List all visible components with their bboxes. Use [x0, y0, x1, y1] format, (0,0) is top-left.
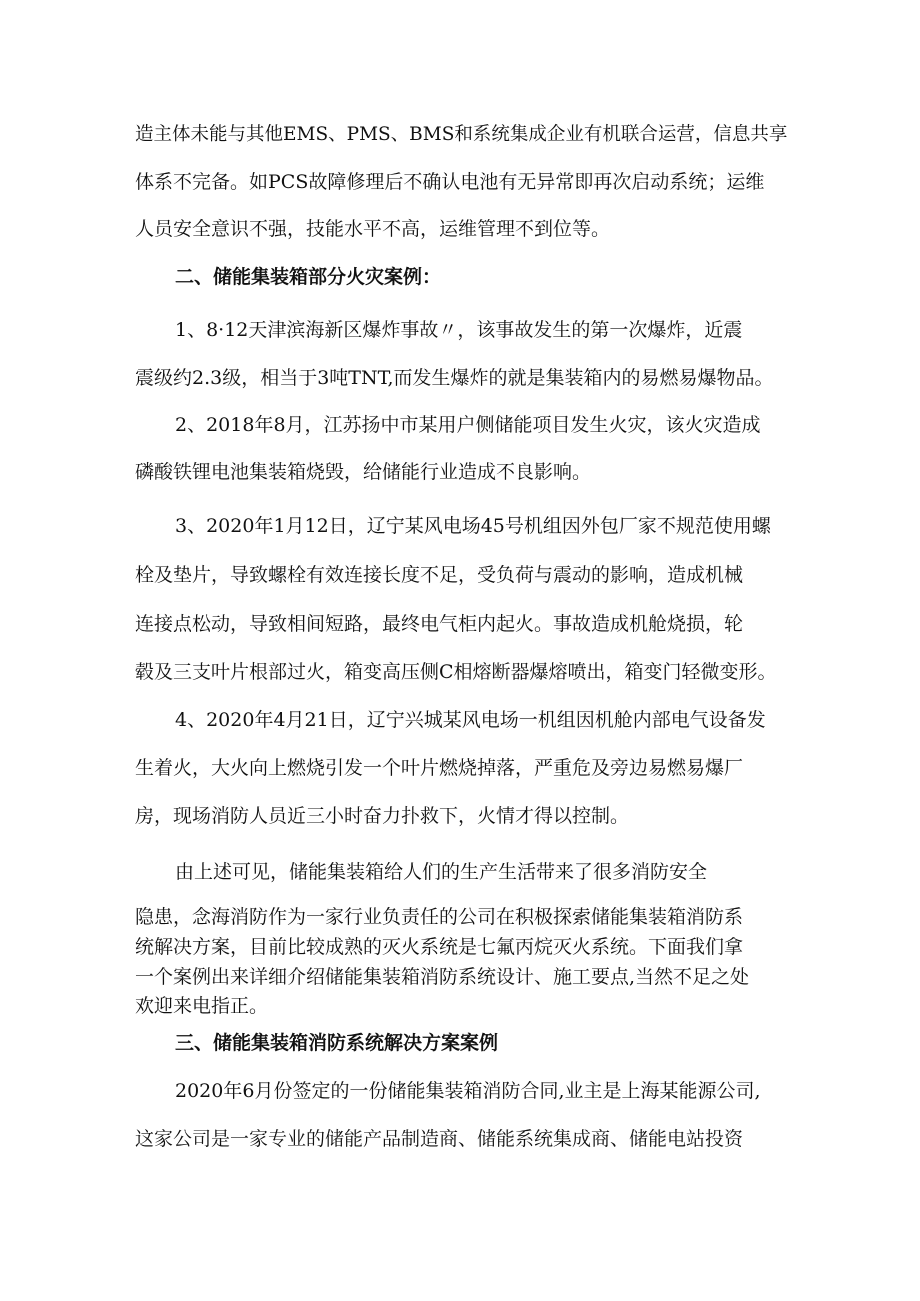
text-line: 毂及三支叶片根部过火，箱变高压侧C相熔断器爆熔喷出，箱变门轻微变形。	[135, 661, 777, 683]
text-line: 震级约2.3级，相当于3吨TNT,而发生爆炸的就是集装箱内的易燃易爆物品。	[135, 367, 774, 389]
text-line: 欢迎来电指正。	[135, 995, 269, 1017]
text-line: 隐患，念海消防作为一家行业负责任的公司在积极探索储能集装箱消防系	[135, 906, 744, 928]
section-heading: 二、储能集装箱部分火灾案例：	[175, 266, 442, 288]
text-line: 一个案例出来详细介绍储能集装箱消防系统设计、施工要点,当然不足之处	[135, 966, 750, 988]
text-line: 这家公司是一家专业的储能产品制造商、储能系统集成商、储能电站投资	[135, 1128, 744, 1150]
text-line: 2、2018年8月，江苏扬中市某用户侧储能项目发生火灾，该火灾造成	[175, 414, 761, 436]
text-line: 人员安全意识不强，技能水平不高，运维管理不到位等。	[135, 218, 611, 240]
text-line: 栓及垫片，导致螺栓有效连接长度不足，受负荷与震动的影响，造成机械	[135, 564, 744, 586]
section-heading: 三、储能集装箱消防系统解决方案案例	[175, 1032, 499, 1054]
text-line: 由上述可见，储能集装箱给人们的生产生活带来了很多消防安全	[175, 861, 708, 883]
text-line: 3、2020年1月12日，辽宁某风电场45号机组因外包厂家不规范使用螺	[175, 515, 771, 537]
text-line: 4、2020年4月21日，辽宁兴城某风电场一机组因机舱内部电气设备发	[175, 709, 766, 731]
text-line: 统解决方案，目前比较成熟的灭火系统是七氟丙烷灭火系统。下面我们拿	[135, 936, 744, 958]
text-line: 生着火，大火向上燃烧引发一个叶片燃烧掉落，严重危及旁边易燃易爆厂	[135, 757, 744, 779]
text-line: 房，现场消防人员近三小时奋力扑救下，火情才得以控制。	[135, 805, 630, 827]
text-line: 磷酸铁锂电池集装箱烧毁，给储能行业造成不良影响。	[135, 461, 592, 483]
text-line: 体系不完备。如PCS故障修理后不确认电池有无异常即再次启动系统；运维	[135, 171, 765, 193]
text-line: 1、8·12天津滨海新区爆炸事故〃，该事故发生的第一次爆炸，近震	[175, 319, 743, 341]
text-line: 2020年6月份签定的一份储能集装箱消防合同,业主是上海某能源公司,	[175, 1080, 761, 1102]
text-line: 连接点松动，导致相间短路，最终电气柜内起火。事故造成机舱烧损，轮	[135, 613, 744, 635]
text-line: 造主体未能与其他EMS、PMS、BMS和系统集成企业有机联合运营，信息共享	[135, 124, 788, 145]
